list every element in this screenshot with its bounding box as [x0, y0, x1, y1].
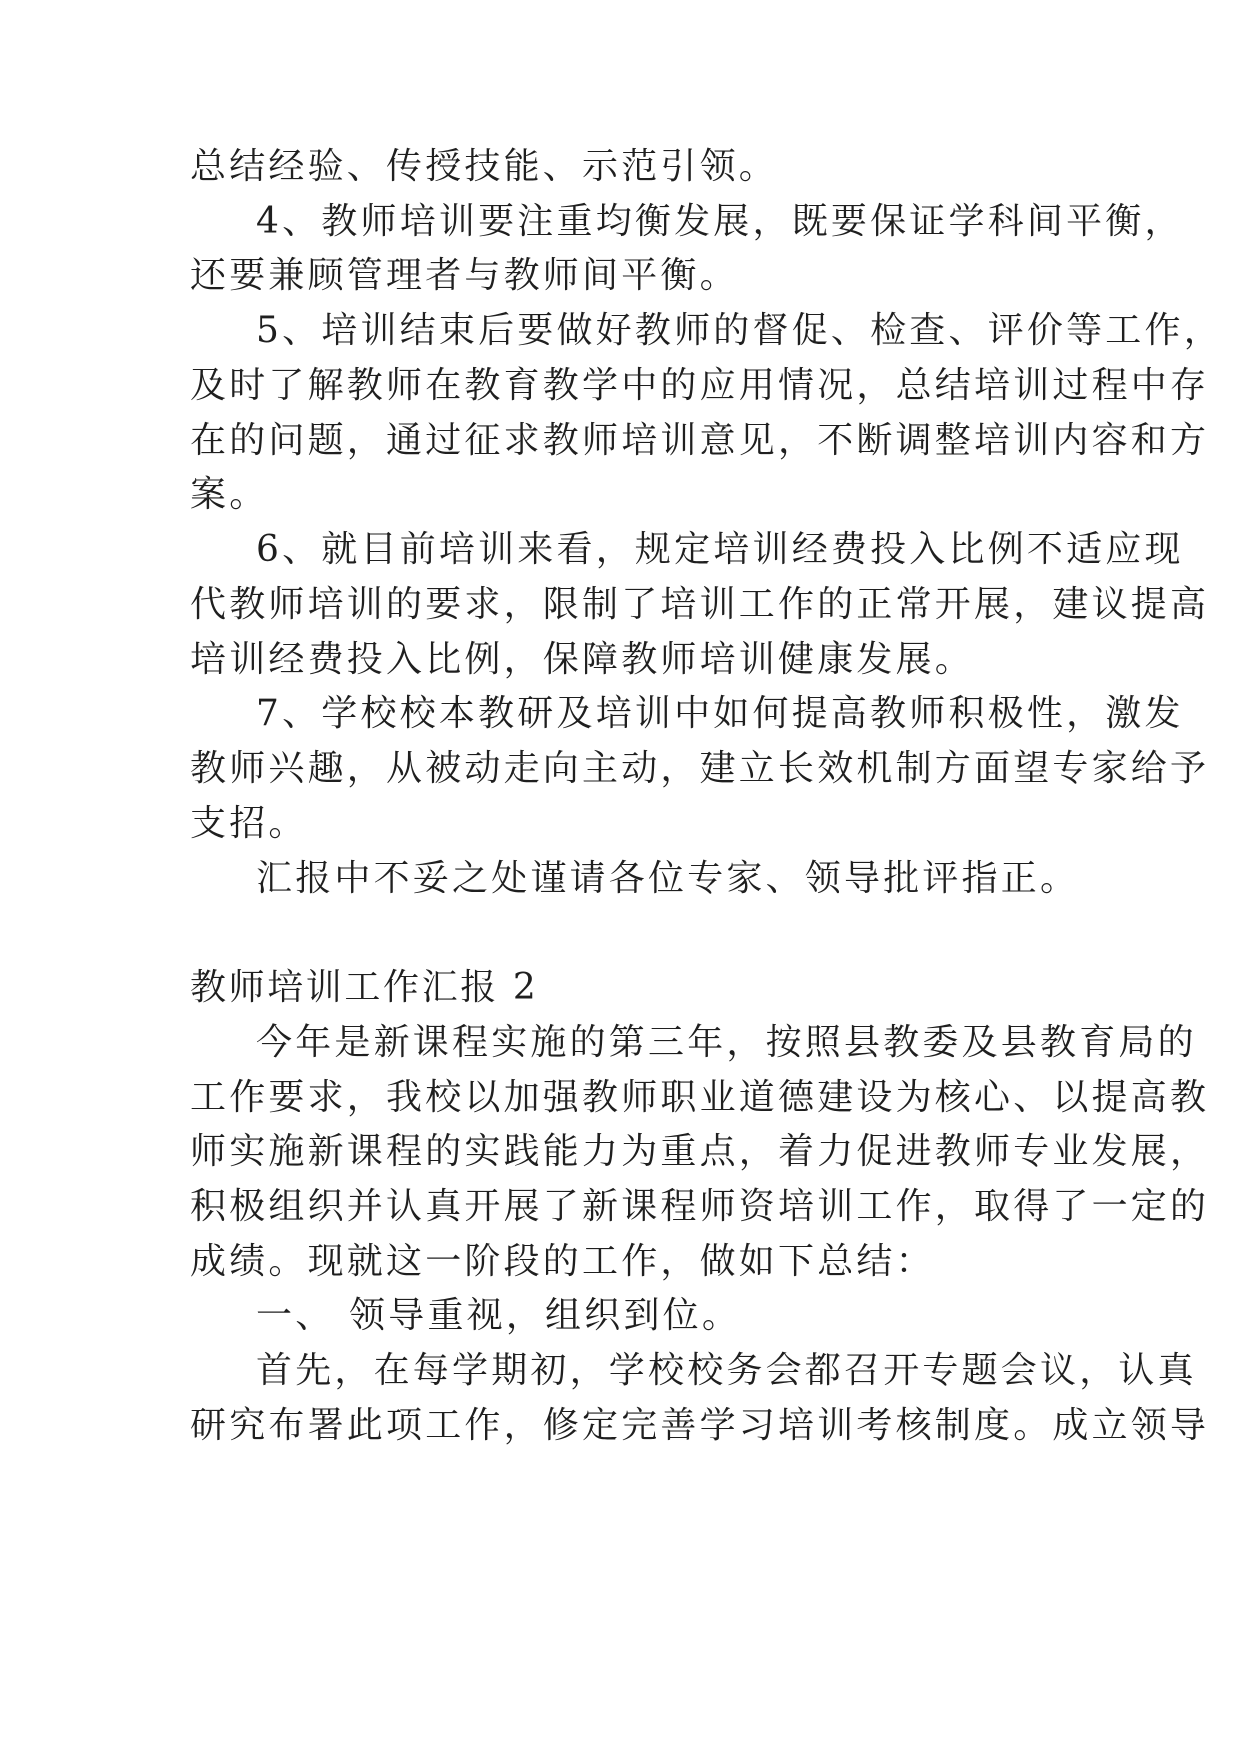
text-line: 案。 [190, 474, 269, 515]
text-line: 教师兴趣，从被动走向主动，建立长效机制方面望专家给予 [190, 748, 1210, 789]
text-line: 培训经费投入比例，保障教师培训健康发展。 [190, 639, 975, 680]
text-line: 支招。 [190, 803, 308, 844]
text-line: 在的问题，通过征求教师培训意见，不断调整培训内容和方 [190, 420, 1210, 461]
text-line: 师实施新课程的实践能力为重点，着力促进教师专业发展， [190, 1131, 1210, 1172]
subheading: 一、 领导重视，组织到位。 [256, 1295, 742, 1336]
paragraph-start: 首先，在每学期初，学校校务会都召开专题会议，认真 [256, 1350, 1197, 1391]
list-item-6: 6、就目前培训来看，规定培训经费投入比例不适应现 [256, 529, 1184, 570]
list-item-7: 7、学校校本教研及培训中如何提高教师积极性，激发 [256, 693, 1184, 734]
text-line: 及时了解教师在教育教学中的应用情况，总结培训过程中存 [190, 365, 1210, 406]
text-line: 还要兼顾管理者与教师间平衡。 [190, 255, 739, 296]
paragraph-start: 今年是新课程实施的第三年，按照县教委及县教育局的 [256, 1022, 1197, 1063]
list-item-4: 4、教师培训要注重均衡发展，既要保证学科间平衡， [256, 201, 1184, 242]
text-line: 积极组织并认真开展了新课程师资培训工作，取得了一定的 [190, 1186, 1210, 1227]
list-item-5: 5、培训结束后要做好教师的督促、检查、评价等工作， [256, 310, 1223, 351]
text-line: 工作要求，我校以加强教师职业道德建设为核心、以提高教 [190, 1077, 1210, 1118]
text-line: 研究布署此项工作，修定完善学习培训考核制度。成立领导 [190, 1405, 1210, 1446]
text-line: 总结经验、传授技能、示范引领。 [190, 146, 779, 187]
section-title: 教师培训工作汇报 2 [190, 967, 539, 1008]
closing-paragraph: 汇报中不妥之处谨请各位专家、领导批评指正。 [256, 858, 1080, 899]
text-line: 代教师培训的要求，限制了培训工作的正常开展，建议提高 [190, 584, 1210, 625]
text-line: 成绩。现就这一阶段的工作，做如下总结： [190, 1241, 935, 1282]
